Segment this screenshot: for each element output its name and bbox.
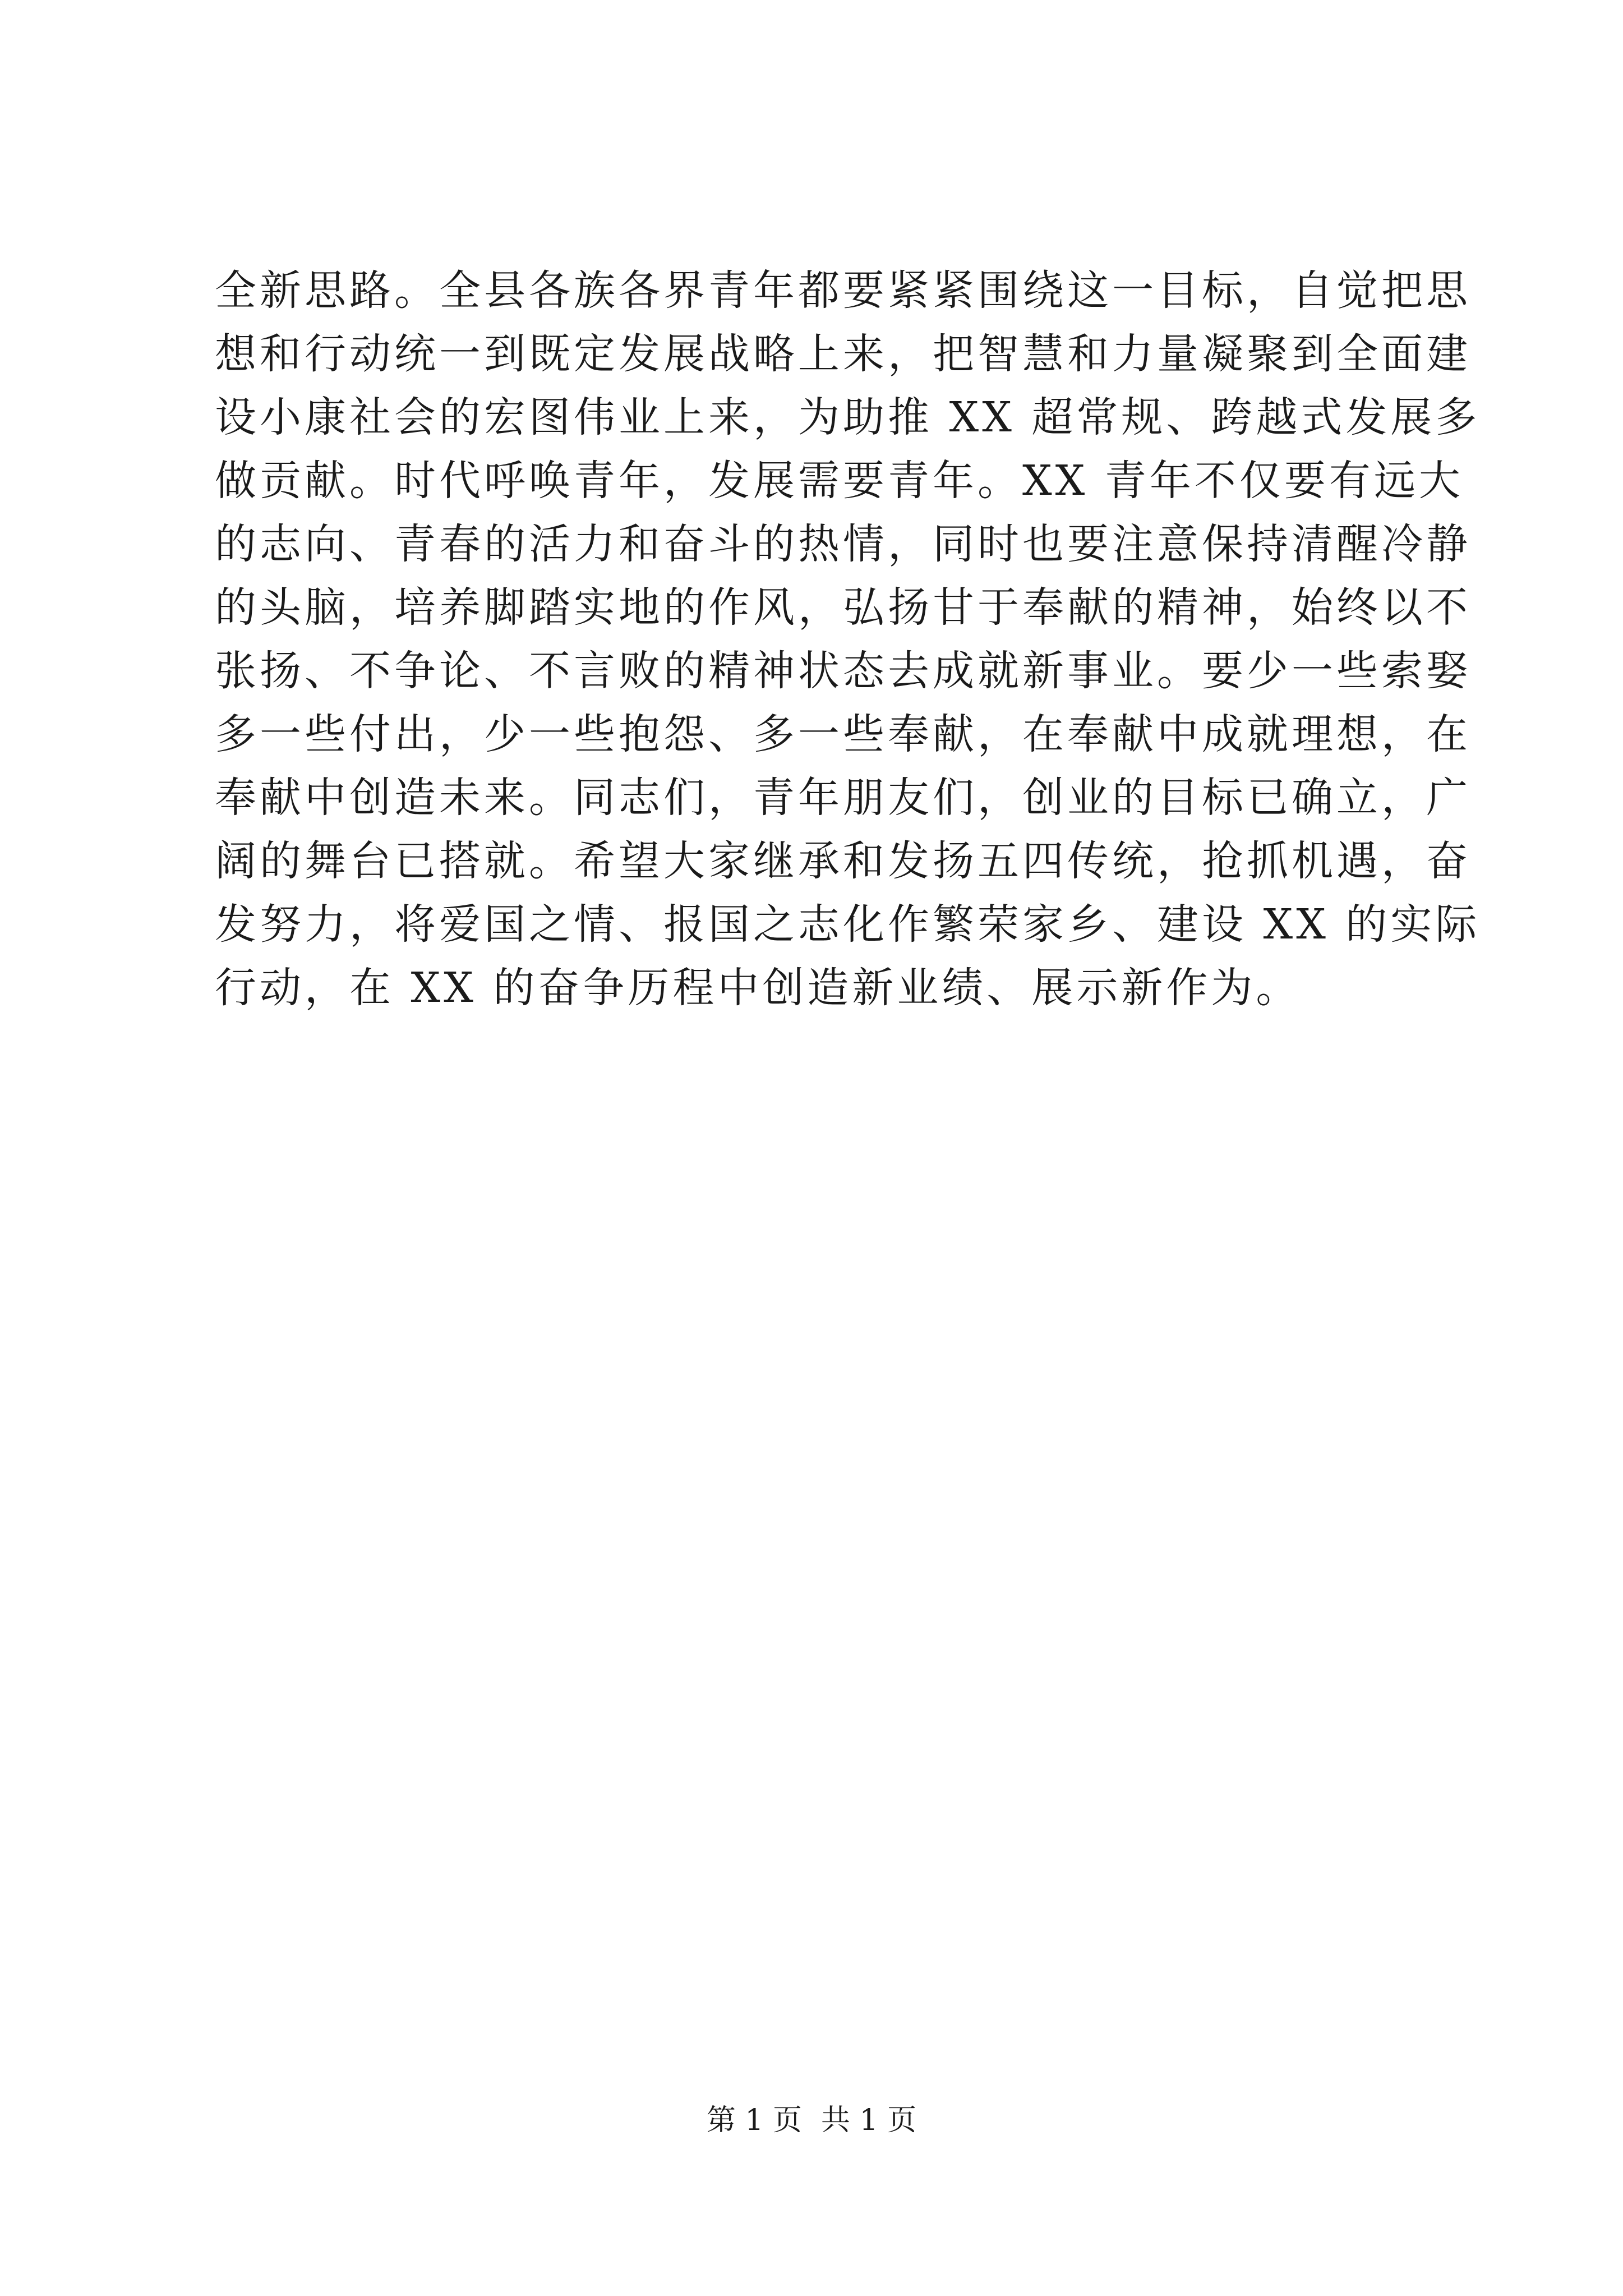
- text-line: 设小康社会的宏图伟业上来，为助推 XX 超常规、跨越式发展多: [215, 393, 1481, 441]
- text-line: 做贡献。时代呼唤青年，发展需要青年。XX 青年不仅要有远大: [215, 457, 1464, 505]
- page-number-total: 共 1 页: [821, 2104, 917, 2137]
- text-line: 的头脑，培养脚踏实地的作风，弘扬甘于奉献的精神，始终以不: [215, 583, 1471, 632]
- text-line: 行动，在 XX 的奋争历程中创造新业绩、展示新作为。: [215, 964, 1301, 1012]
- text-line: 奉献中创造未来。同志们，青年朋友们，创业的目标已确立，广: [215, 774, 1471, 822]
- text-line: 多一些付出，少一些抱怨、多一些奉献，在奉献中成就理想，在: [215, 710, 1471, 758]
- text-line: 阔的舞台已搭就。希望大家继承和发扬五四传统，抢抓机遇，奋: [215, 837, 1471, 885]
- text-line: 全新思路。全县各族各界青年都要紧紧围绕这一目标，自觉把思: [215, 266, 1471, 315]
- text-line: 的志向、青春的活力和奋斗的热情，同时也要注意保持清醒冷静: [215, 520, 1471, 568]
- page-number-current: 第 1 页: [706, 2104, 802, 2137]
- text-line: 发努力，将爱国之情、报国之志化作繁荣家乡、建设 XX 的实际: [215, 900, 1481, 949]
- text-line: 想和行动统一到既定发展战略上来，把智慧和力量凝聚到全面建: [215, 330, 1471, 378]
- page-footer: [0, 2101, 1623, 2140]
- body-paragraph: [215, 259, 1481, 1020]
- text-line: 张扬、不争论、不言败的精神状态去成就新事业。要少一些索娶: [215, 647, 1471, 695]
